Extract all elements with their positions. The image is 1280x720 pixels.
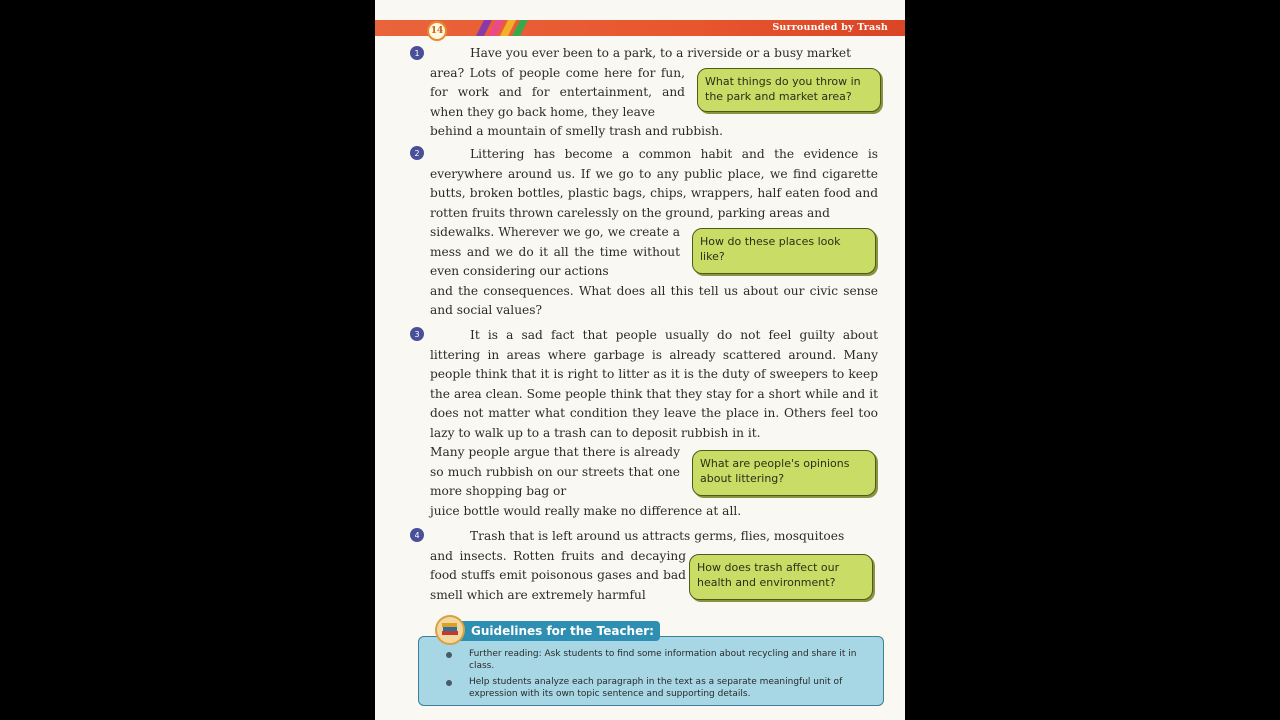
paragraph-4-wrapped: and insects. Rotten fruits and decaying food stuffs emit poisonous gases and bad smell which are extremely harmful <box>430 548 686 602</box>
books-icon <box>435 615 465 645</box>
paragraph-4-first-line: Trash that is left around us attracts germs, flies, mosquitoes <box>470 529 845 543</box>
question-box-2: How do these places look like? <box>692 228 876 274</box>
guidelines-title: Guidelines for the Teacher: <box>455 621 660 641</box>
paragraph-number-3: 3 <box>410 327 424 341</box>
paragraph-1-first-line: Have you ever been to a park, to a riverside or a busy market <box>470 46 851 60</box>
textbook-page <box>375 0 905 720</box>
paragraph-number-1: 1 <box>410 46 424 60</box>
paragraph-2-first-lines: Littering has become a common habit and the evidence is everywhere around us. If we go to any public place, we find cigarette butts, broken bottles, plastic bags, chips, wrappers, half eaten food and rotten fruits thrown carelessly on the ground, parking areas and <box>430 147 878 220</box>
paragraph-number-4: 4 <box>410 528 424 542</box>
guideline-bullet-2 <box>446 680 452 686</box>
paragraph-1-tail: behind a mountain of smelly trash and rubbish. <box>430 124 724 138</box>
paragraph-3-tail: juice bottle would really make no difference at all. <box>430 503 742 518</box>
guideline-item-1: Further reading: Ask students to find some information about recycling and share it in class. <box>469 649 857 671</box>
paragraph-2-tail: and the consequences. What does all this tell us about our civic sense and social values? <box>430 283 878 317</box>
question-box-4: How does trash affect our health and environment? <box>689 554 873 600</box>
question-box-3: What are people's opinions about littering? <box>692 450 876 496</box>
chapter-title: Surrounded by Trash <box>772 22 888 33</box>
paragraph-number-2: 2 <box>410 146 424 160</box>
paragraph-1-wrapped: area? Lots of people come here for fun, for work and for entertainment, and when they go back home, they leave <box>430 65 685 119</box>
paragraph-2-wrapped: sidewalks. Wherever we go, we create a mess and we do it all the time without even considering our actions <box>430 225 680 278</box>
guideline-item-2: Help students analyze each paragraph in the text as a separate meaningful unit of expression with its own topic sentence and supporting details. <box>469 677 843 699</box>
guideline-bullet-1 <box>446 652 452 658</box>
question-box-1: What things do you throw in the park and market area? <box>697 68 881 112</box>
header-color-stripes <box>470 20 550 36</box>
page-number: 14 <box>427 21 447 41</box>
paragraph-3-first-lines: It is a sad fact that people usually do not feel guilty about littering in areas where garbage is already scattered around. Many people think that it is right to litter as it is the duty of sweepers to keep the area clean. Some people think that they stay for a short while and it does not matter what condition they leave the place in. Others feel too lazy to walk up to a trash can to deposit rubbish in it. <box>430 328 878 440</box>
paragraph-3-wrapped: Many people argue that there is already so much rubbish on our streets that one more shopping bag or <box>430 445 680 498</box>
